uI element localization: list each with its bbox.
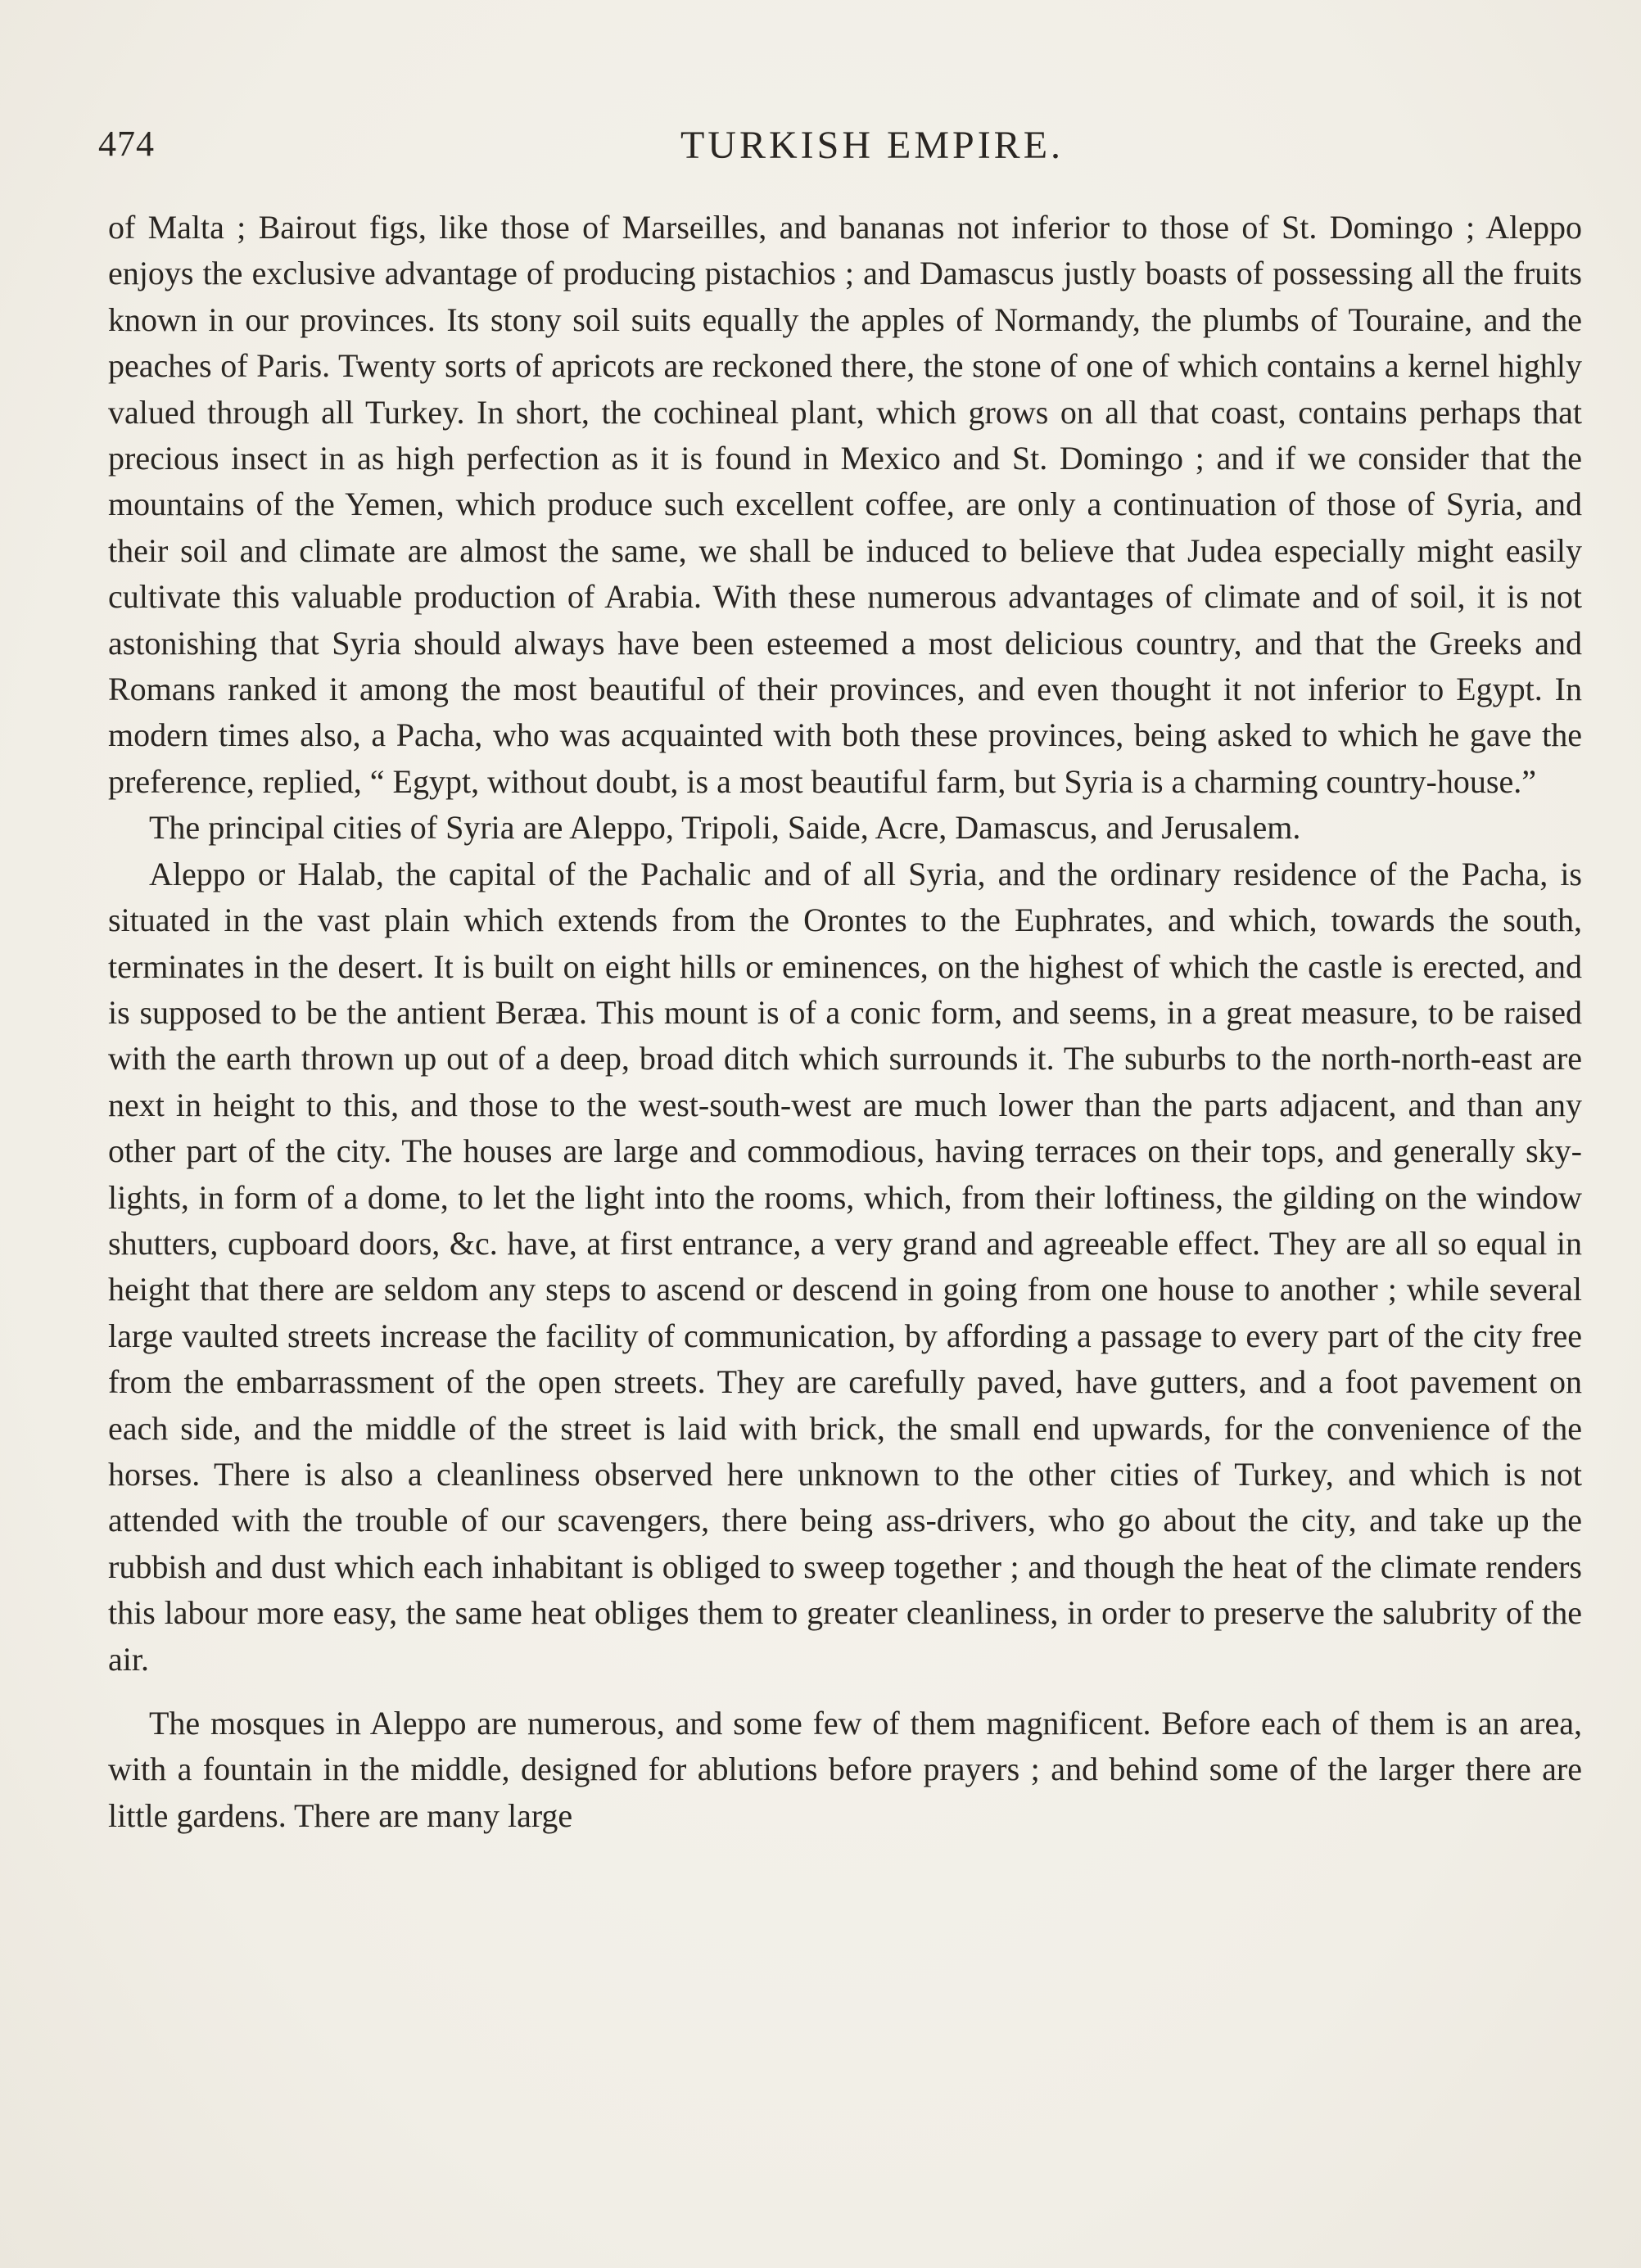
paragraph-mosques: The mosques in Aleppo are numerous, and some few of them magnificent. Before each of them is an area, with a fountain in the middle, designed for ablutions before prayers ; and behind some of the larger there are little gardens. There are many large	[108, 1705, 1582, 1834]
page-title: TURKISH EMPIRE.	[680, 124, 1065, 167]
paragraph-fruits-of-syria: of Malta ; Bairout figs, like those of Marseilles, and bananas not inferior to those of St. Domingo ; Aleppo enjoys the exclusive advantage of producing pistachios ; and Damascus justly boasts of possessing all the fruits known in our provinces. Its stony soil suits equally the apples of Normandy, the plumbs of Touraine, and the peaches of Paris. Twenty sorts of apricots are reckoned there, the stone of one of which contains a kernel highly valued through all Turkey. In short, the cochineal plant, which grows on all that coast, contains perhaps that precious insect in as high perfection as it is found in Mexico and St. Domingo ; and if we consider that the mountains of the Yemen, which produce such excellent coffee, are only a continuation of those of Syria, and their soil and climate are almost the same, we shall be induced to believe that Judea especially might easily cultivate this valuable production of Arabia. With these numerous advantages of climate and of soil, it is not astonishing that Syria should always have been esteemed a most delicious country, and that the Greeks and Romans ranked it among the most beautiful of their provinces, and even thought it not inferior to Egypt. In modern times also, a Pacha, who was acquainted with both these provinces, being asked to which he gave the preference, replied, “ Egypt, without doubt, is a most beautiful farm, but Syria is a charming country-house.”	[108, 209, 1582, 800]
page-number: 474	[98, 124, 155, 164]
body-text	[108, 205, 1582, 1839]
running-head	[98, 123, 1589, 180]
paragraph-aleppo: Aleppo or Halab, the capital of the Pachalic and of all Syria, and the ordinary residence of the Pacha, is situated in the vast plain which extends from the Orontes to the Euphrates, and which, towards the south, terminates in the desert. It is built on eight hills or eminences, on the highest of which the castle is erected, and is supposed to be the antient Beræa. This mount is of a conic form, and seems, in a great measure, to be raised with the earth thrown up out of a deep, broad ditch which surrounds it. The suburbs to the north-north-east are next in height to this, and those to the west-south-west are much lower than the parts adjacent, and than any other part of the city. The houses are large and commodious, having terraces on their tops, and generally sky-lights, in form of a dome, to let the light into the rooms, which, from their loftiness, the gilding on the window shutters, cupboard doors, &c. have, at first entrance, a very grand and agreeable effect. They are all so equal in height that there are seldom any steps to ascend or descend in going from one house to another ; while several large vaulted streets increase the facility of communication, by affording a passage to every part of the city free from the embarrassment of the open streets. They are carefully paved, have gutters, and a foot pavement on each side, and the middle of the street is laid with brick, the small end upwards, for the convenience of the horses. There is also a cleanliness observed here unknown to the other cities of Turkey, and which is not attended with the trouble of our scavengers, there being ass-drivers, who go about the city, and take up the rubbish and dust which each inhabitant is obliged to sweep together ; and though the heat of the climate renders this labour more easy, the same heat obliges them to greater cleanliness, in order to preserve the salubrity of the air.	[108, 855, 1582, 1678]
paragraph-principal-cities: The principal cities of Syria are Aleppo, Tripoli, Saide, Acre, Damascus, and Jerusalem.	[149, 809, 1301, 847]
